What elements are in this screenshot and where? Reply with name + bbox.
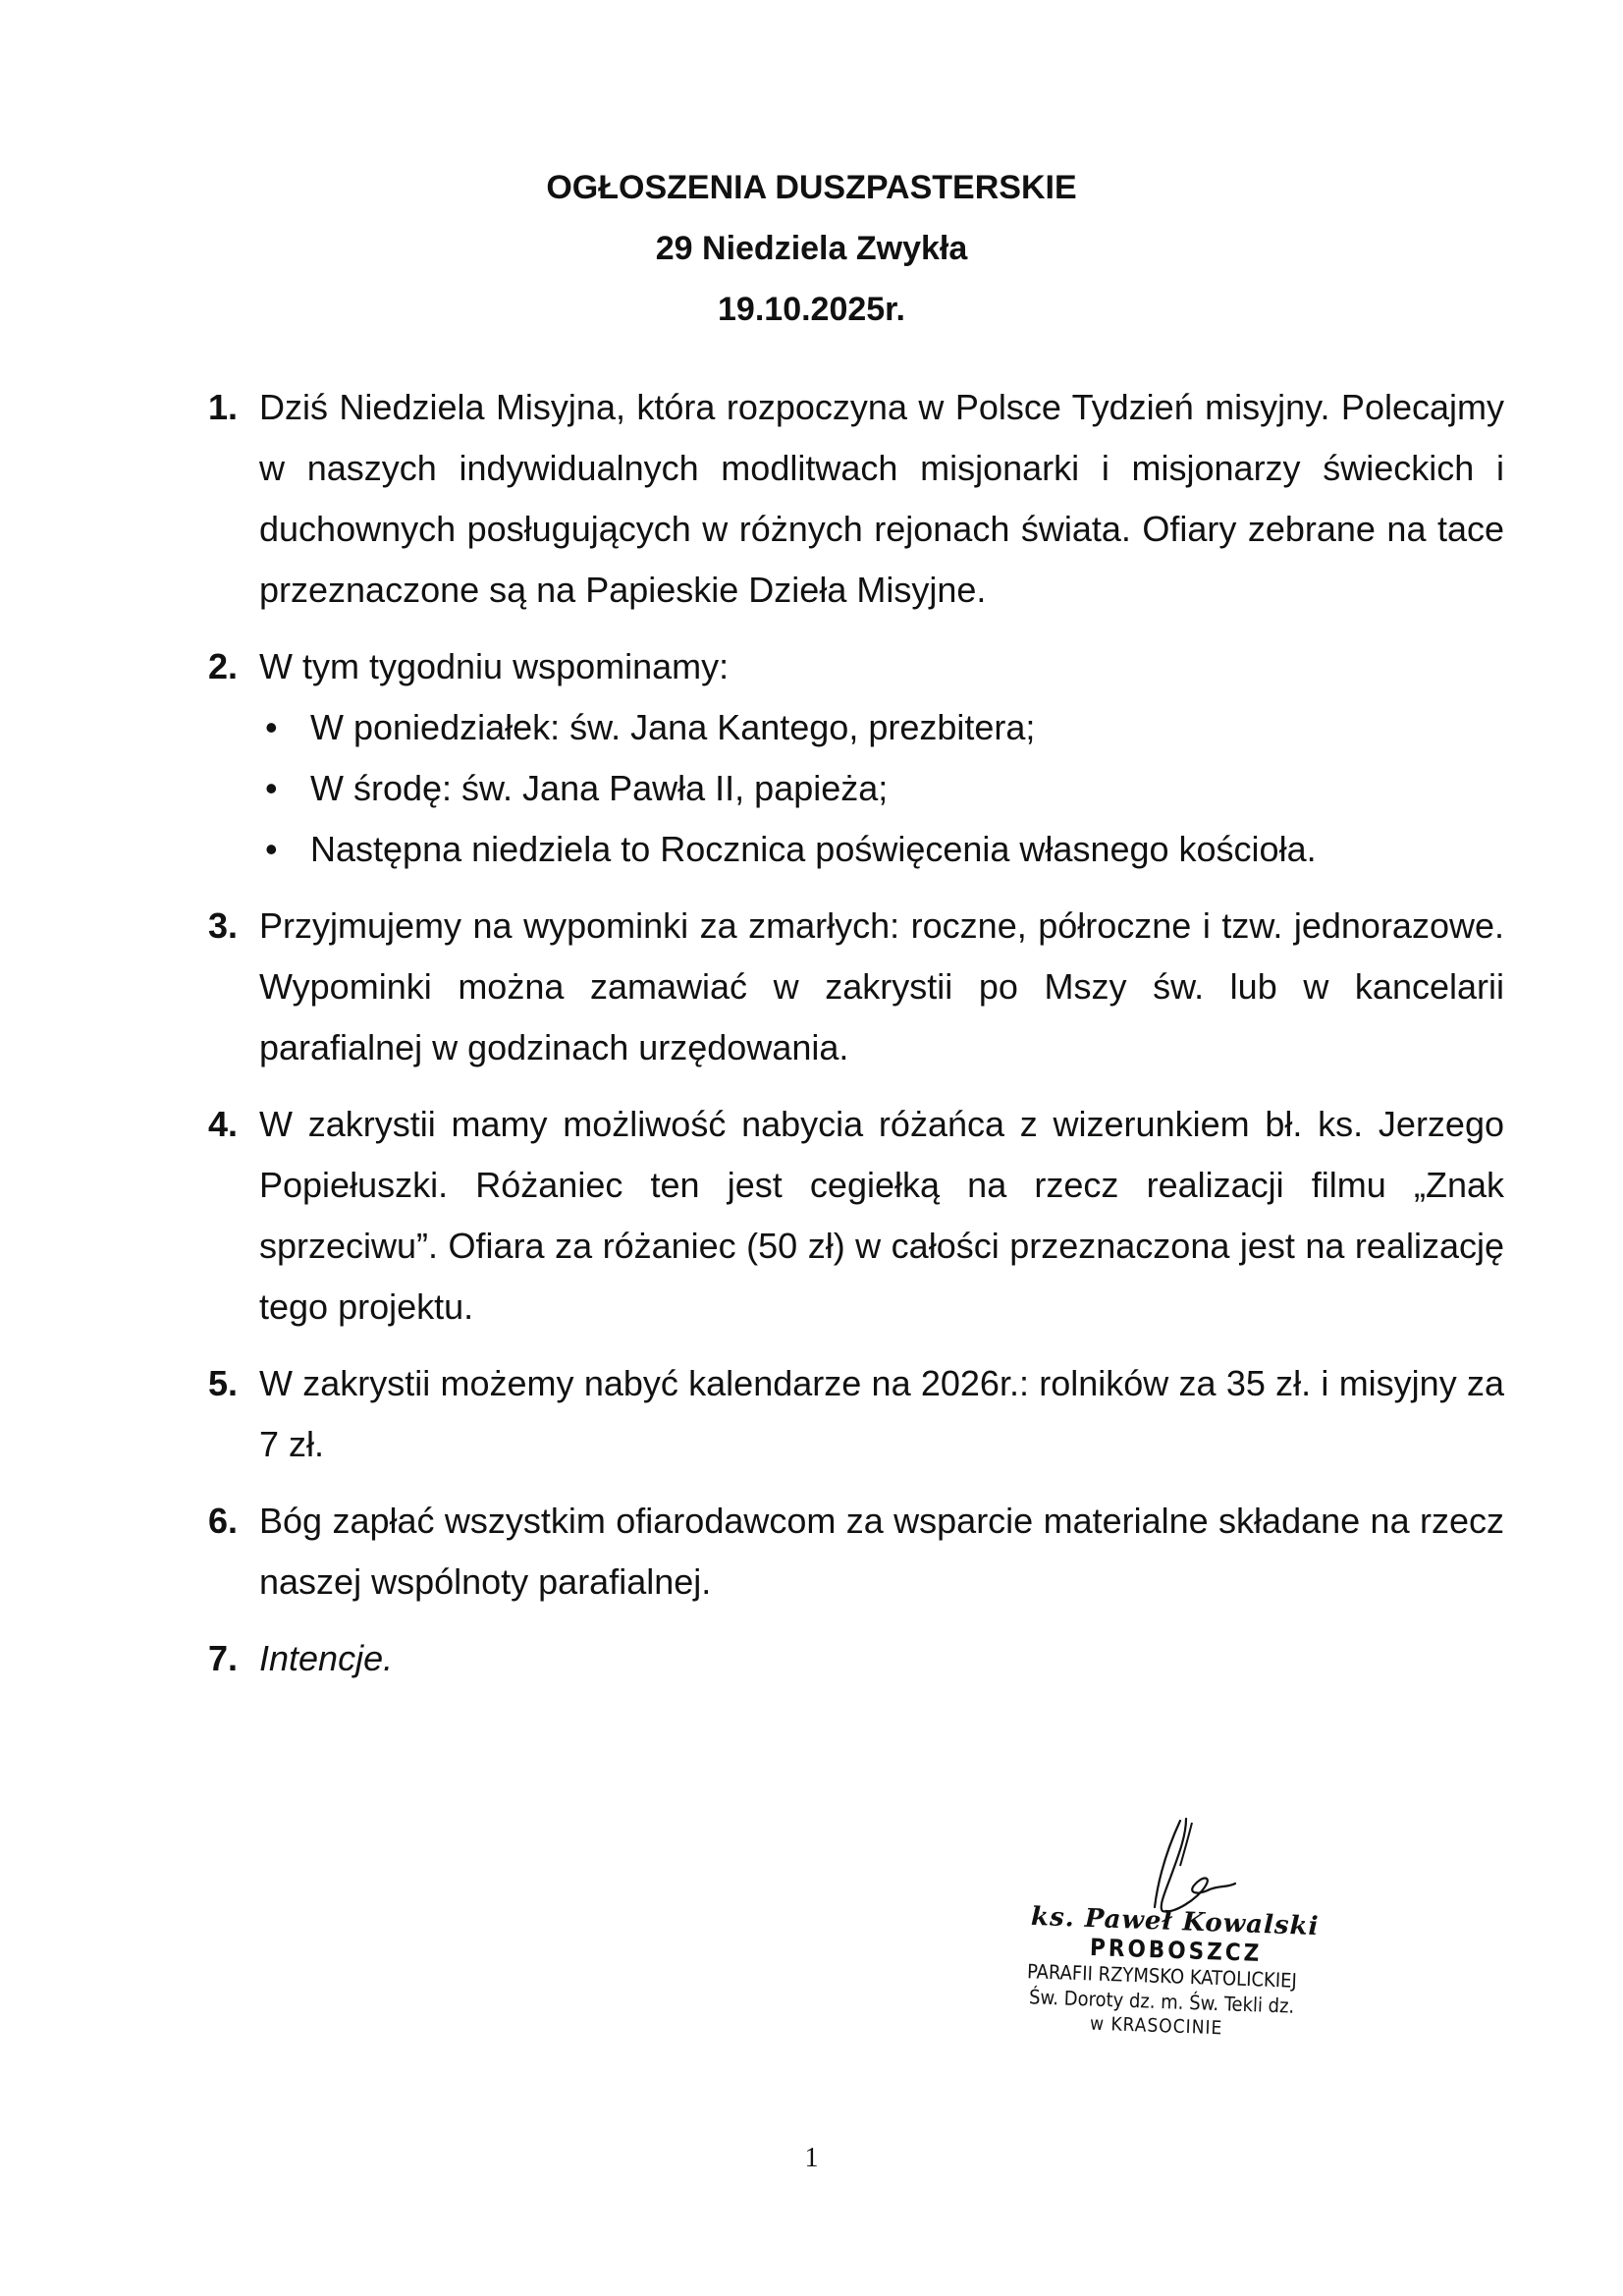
announcement-item bbox=[208, 636, 1504, 880]
bullet-list bbox=[259, 697, 1504, 880]
item-text: W zakrystii możemy nabyć kalendarze na 2026r.: rolników za 35 zł. i misyjny za 7 zł. bbox=[259, 1363, 1504, 1464]
stamp-location: w KRASOCINIE bbox=[1089, 2012, 1223, 2040]
announcement-item bbox=[208, 377, 1504, 621]
item-text: Bóg zapłać wszystkim ofiarodawcom za wsparcie materialne składane na rzecz naszej wspólnoty parafialnej. bbox=[259, 1501, 1504, 1602]
item-number: 6. bbox=[208, 1501, 239, 1541]
item-text: W zakrystii mamy możliwość nabycia różańca z wizerunkiem bł. ks. Jerzego Popiełuszki. Różaniec ten jest cegiełką na rzecz realizacji filmu „Znak sprzeciwu”. Ofiara za różaniec (50 zł) w całości przeznaczona jest na realizację tego projektu. bbox=[259, 1104, 1504, 1327]
document-date: 19.10.2025r. bbox=[718, 291, 905, 328]
announcement-item bbox=[208, 1353, 1504, 1475]
bullet-item bbox=[259, 819, 1504, 880]
bullet-icon: • bbox=[265, 768, 278, 808]
item-text: Dziś Niedziela Misyjna, która rozpoczyna w Polsce Tydzień misyjny. Polecajmy w naszych indywidualnych modlitwach misjonarki i misjonarzy świeckich i duchownych posługujących w różnych rejonach świata. Ofiary zebrane na tace przeznaczone są na Papieskie Dzieła Misyjne. bbox=[259, 387, 1504, 610]
stamp-patrons: Św. Doroty dz. m. Św. Tekli dz. bbox=[1028, 1985, 1295, 2018]
item-text: Przyjmujemy na wypominki za zmarłych: roczne, półroczne i tzw. jednorazowe. Wypominki można zamawiać w zakrystii po Mszy św. lub w kancelarii parafialnej w godzinach urzędowania. bbox=[259, 905, 1504, 1067]
pastor-stamp bbox=[1011, 1817, 1365, 2062]
item-text: Intencje. bbox=[259, 1638, 394, 1678]
document-title: OGŁOSZENIA DUSZPASTERSKIE bbox=[546, 169, 1077, 206]
announcement-list bbox=[208, 377, 1504, 1705]
item-number: 3. bbox=[208, 905, 239, 946]
pastor-name: ks. Paweł Kowalski bbox=[1030, 1901, 1320, 1942]
bullet-item bbox=[259, 697, 1504, 758]
announcement-item bbox=[208, 1094, 1504, 1338]
page-number: 1 bbox=[804, 2143, 819, 2173]
item-number: 4. bbox=[208, 1104, 239, 1144]
item-number: 2. bbox=[208, 646, 239, 686]
announcement-item bbox=[208, 896, 1504, 1078]
bullet-text: W środę: św. Jana Pawła II, papieża; bbox=[310, 768, 889, 808]
document-subtitle: 29 Niedziela Zwykła bbox=[655, 230, 968, 267]
bullet-item bbox=[259, 758, 1504, 819]
bullet-text: Następna niedziela to Rocznica poświęcenia własnego kościoła. bbox=[310, 829, 1317, 869]
item-number: 7. bbox=[208, 1638, 239, 1678]
item-number: 5. bbox=[208, 1363, 239, 1403]
stamp-title: PROBOSZCZ bbox=[1089, 1933, 1263, 1968]
announcement-item bbox=[208, 1491, 1504, 1613]
announcement-header bbox=[0, 157, 1623, 340]
announcement-item bbox=[208, 1628, 1504, 1689]
bullet-text: W poniedziałek: św. Jana Kantego, prezbitera; bbox=[310, 707, 1036, 747]
item-number: 1. bbox=[208, 387, 239, 427]
item-text: W tym tygodniu wspominamy: bbox=[259, 646, 730, 686]
stamp-parish: PARAFII RZYMSKO KATOLICKIEJ bbox=[1026, 1959, 1298, 1993]
bullet-icon: • bbox=[265, 707, 278, 747]
bullet-icon: • bbox=[265, 829, 278, 869]
